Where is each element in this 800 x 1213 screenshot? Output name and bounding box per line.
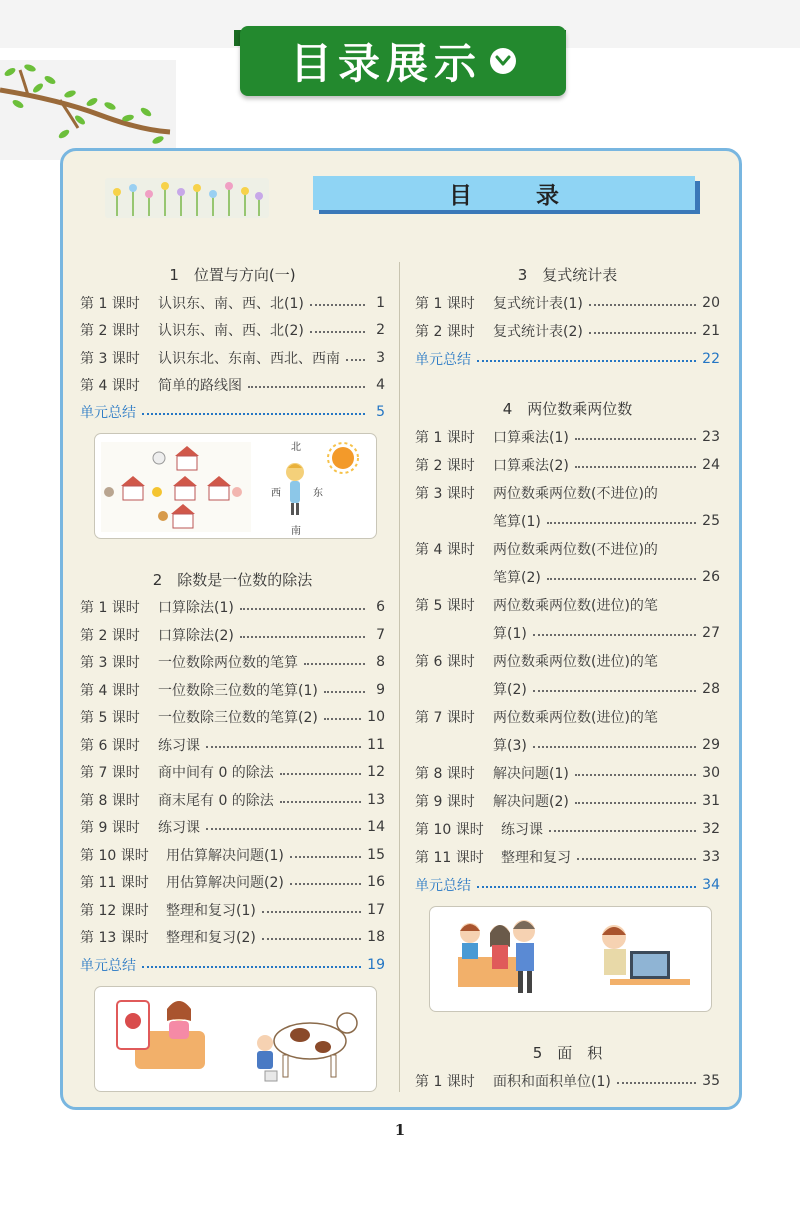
toc-row[interactable]: [415, 735, 720, 755]
unit-summary-row[interactable]: [80, 402, 385, 422]
page-ref: 30: [702, 765, 720, 781]
lesson-topic: 口算除法(1): [158, 600, 234, 616]
lesson-topic: 练习课: [158, 737, 200, 754]
toc-row[interactable]: [415, 847, 720, 867]
lesson-label: 第 1 课时: [415, 430, 475, 446]
toc-row[interactable]: [80, 597, 385, 617]
column-divider: [399, 262, 400, 1092]
page-ref: 17: [367, 901, 385, 918]
lesson-topic: 整理和复习: [501, 850, 571, 866]
toc-row[interactable]: [415, 763, 720, 783]
lesson-topic: 解决问题(2): [493, 794, 569, 810]
leader-dots: [142, 413, 365, 415]
toc-row[interactable]: [415, 293, 720, 313]
page-ref: 26: [702, 569, 720, 585]
page-ref: 23: [702, 429, 720, 445]
page-ref: 16: [367, 874, 385, 890]
lesson-topic: 两位数乘两位数(进位)的笔: [493, 598, 658, 614]
toc-row[interactable]: [80, 348, 385, 368]
leader-dots: [290, 856, 361, 858]
leader-dots: [533, 746, 696, 748]
unit-title: 3 复式统计表: [517, 266, 618, 284]
toc-row[interactable]: [415, 1071, 720, 1091]
lesson-topic: 口算乘法(1): [493, 430, 569, 446]
toc-heading: 目 录: [313, 176, 695, 210]
toc-row[interactable]: [415, 791, 720, 811]
lesson-label: 第 3 课时: [80, 655, 140, 671]
lesson-topic: 两位数乘两位数(不进位)的: [493, 542, 658, 558]
leader-dots: [310, 331, 365, 333]
lesson-topic: 一位数除两位数的笔算: [158, 655, 298, 671]
toc-row[interactable]: [80, 735, 385, 755]
lesson-label: 第 11 课时: [415, 850, 484, 866]
lesson-label: 第 8 课时: [415, 766, 475, 782]
leader-dots: [324, 718, 361, 720]
lesson-label: 第 8 课时: [80, 792, 140, 809]
lesson-label: 单元总结: [80, 957, 136, 974]
compass-south: 南: [291, 526, 301, 537]
unit-title: 1 位置与方向(一): [169, 266, 296, 284]
leader-dots: [575, 774, 696, 776]
lesson-label: 第 3 课时: [80, 350, 140, 367]
page-ref: 19: [367, 956, 385, 973]
leader-dots: [533, 690, 696, 692]
page-ref: 32: [702, 821, 720, 837]
flowers-decoration: [105, 178, 269, 218]
toc-row[interactable]: [80, 625, 385, 645]
toc-row[interactable]: [415, 321, 720, 341]
leader-dots: [589, 332, 696, 334]
leader-dots: [577, 858, 696, 860]
lesson-topic: 解决问题(1): [493, 766, 569, 782]
lesson-topic: 练习课: [158, 820, 200, 836]
leader-dots: [262, 911, 361, 913]
toc-row[interactable]: [415, 679, 720, 699]
lesson-label: 第 2 课时: [80, 323, 140, 340]
leader-dots: [346, 359, 365, 361]
page-ref: 14: [367, 819, 385, 835]
lesson-topic: 用估算解决问题(1): [166, 847, 284, 864]
leader-dots: [549, 830, 696, 832]
lesson-topic: 口算乘法(2): [493, 458, 569, 474]
page-ref: 3: [376, 349, 385, 366]
page-ref: 12: [367, 764, 385, 780]
page-ref: 11: [367, 736, 385, 753]
toc-row[interactable]: [80, 817, 385, 837]
lesson-label: 第 2 课时: [80, 627, 140, 644]
lesson-topic: 两位数乘两位数(不进位)的: [493, 486, 658, 502]
page-ref: 5: [376, 404, 385, 421]
lesson-topic: 算(1): [493, 626, 527, 642]
leader-dots: [324, 691, 365, 693]
page-number: 1: [394, 1121, 406, 1139]
lesson-label: 第 10 课时: [415, 822, 484, 838]
lesson-label: 第 6 课时: [415, 654, 475, 670]
page-ref: 29: [702, 737, 720, 753]
compass-west: 西: [271, 488, 281, 499]
lesson-label: 第 1 课时: [80, 600, 140, 616]
page-ref: 2: [376, 322, 385, 339]
lesson-label: 第 9 课时: [80, 820, 140, 836]
toc-row[interactable]: [415, 623, 720, 643]
directions-illustration: [94, 433, 377, 539]
lesson-label: 第 4 课时: [80, 682, 140, 699]
leader-dots: [290, 883, 361, 885]
chevron-down-icon: [490, 48, 516, 74]
page-ref: 8: [376, 654, 385, 670]
leader-dots: [240, 608, 365, 610]
page-ref: 10: [367, 709, 385, 725]
toc-row[interactable]: [80, 790, 385, 810]
page-ref: 35: [702, 1073, 720, 1089]
lesson-topic: 商中间有 0 的除法: [158, 765, 274, 781]
page-ref: 18: [367, 929, 385, 945]
lesson-topic: 商末尾有 0 的除法: [158, 792, 274, 809]
toc-row[interactable]: [80, 872, 385, 892]
division-illustration: [94, 986, 377, 1092]
leader-dots: [589, 304, 696, 306]
page-ref: 27: [702, 625, 720, 641]
page-ref: 15: [367, 846, 385, 863]
toc-row[interactable]: [415, 567, 720, 587]
page-ref: 25: [702, 513, 720, 529]
toc-row[interactable]: [415, 511, 720, 531]
lesson-topic: 复式统计表(1): [493, 296, 583, 312]
leader-dots: [575, 466, 696, 468]
lesson-label: 第 11 课时: [80, 875, 149, 891]
lesson-label: 第 5 课时: [415, 598, 475, 614]
leader-dots: [533, 634, 696, 636]
page-ref: 7: [376, 626, 385, 643]
lesson-label: 单元总结: [415, 352, 471, 368]
leader-dots: [280, 773, 361, 775]
unit-title: 4 两位数乘两位数: [502, 400, 633, 418]
lesson-label: 第 2 课时: [415, 324, 475, 340]
lesson-topic: 两位数乘两位数(进位)的笔: [493, 654, 658, 670]
lesson-label: 第 9 课时: [415, 794, 475, 810]
page-ref: 33: [702, 849, 720, 865]
compass-east: 东: [313, 488, 323, 499]
lesson-topic: 一位数除三位数的笔算(1): [158, 682, 318, 699]
lesson-label: 第 3 课时: [415, 486, 475, 502]
toc-row[interactable]: [80, 293, 385, 313]
toc-row[interactable]: [80, 680, 385, 700]
page-ref: 1: [376, 295, 385, 311]
lesson-label: 第 12 课时: [80, 902, 149, 919]
page-ref: 6: [376, 599, 385, 615]
lesson-label: 第 1 课时: [415, 296, 475, 312]
lesson-label: 单元总结: [80, 405, 136, 422]
lesson-label: 第 7 课时: [80, 765, 140, 781]
leader-dots: [477, 360, 696, 362]
page-ref: 13: [367, 791, 385, 808]
unit-title: 5 面 积: [532, 1044, 603, 1062]
leader-dots: [477, 886, 696, 888]
page-ref: 20: [702, 295, 720, 311]
lesson-topic: 练习课: [501, 822, 543, 838]
leader-dots: [575, 802, 696, 804]
leader-dots: [262, 938, 361, 940]
lesson-topic: 算(3): [493, 738, 527, 754]
lesson-label: 单元总结: [415, 878, 471, 894]
page-ref: 28: [702, 681, 720, 697]
page-ref: 4: [376, 376, 385, 393]
lesson-topic: 简单的路线图: [158, 377, 242, 394]
leader-dots: [240, 636, 365, 638]
toc-row[interactable]: [80, 762, 385, 782]
toc-row[interactable]: [415, 595, 720, 615]
lesson-label: 第 10 课时: [80, 847, 149, 864]
leader-dots: [280, 801, 361, 803]
leader-dots: [206, 746, 361, 748]
lesson-topic: 两位数乘两位数(进位)的笔: [493, 710, 658, 726]
lesson-topic: 认识东、南、西、北(1): [158, 296, 304, 312]
toc-row[interactable]: [415, 483, 720, 503]
lesson-topic: 复式统计表(2): [493, 324, 583, 340]
toc-row[interactable]: [415, 427, 720, 447]
leader-dots: [304, 663, 365, 665]
lesson-topic: 用估算解决问题(2): [166, 875, 284, 891]
lesson-topic: 算(2): [493, 682, 527, 698]
lesson-topic: 整理和复习(2): [166, 930, 256, 946]
page-ref: 9: [376, 681, 385, 698]
toc-row[interactable]: [80, 707, 385, 727]
lesson-label: 第 7 课时: [415, 710, 475, 726]
toc-row[interactable]: [80, 652, 385, 672]
lesson-label: 第 6 课时: [80, 737, 140, 754]
page-ref: 24: [702, 457, 720, 473]
leader-dots: [617, 1082, 696, 1084]
lesson-label: 第 13 课时: [80, 930, 149, 946]
toc-row[interactable]: [415, 455, 720, 475]
toc-row[interactable]: [80, 900, 385, 920]
leader-dots: [547, 522, 696, 524]
toc-row[interactable]: [415, 819, 720, 839]
lesson-topic: 口算除法(2): [158, 627, 234, 644]
lesson-topic: 一位数除三位数的笔算(2): [158, 710, 318, 726]
unit-summary-row[interactable]: [415, 349, 720, 369]
toc-row[interactable]: [415, 539, 720, 559]
leader-dots: [575, 438, 696, 440]
unit-summary-row[interactable]: [80, 955, 385, 975]
tree-branch-illustration: [0, 60, 176, 160]
lesson-topic: 认识东北、东南、西北、西南: [158, 350, 340, 367]
lesson-topic: 认识东、南、西、北(2): [158, 323, 304, 340]
page-ref: 22: [702, 351, 720, 367]
lesson-topic: 笔算(1): [493, 514, 541, 530]
lesson-label: 第 2 课时: [415, 458, 475, 474]
compass-north: 北: [291, 442, 301, 453]
leader-dots: [206, 828, 361, 830]
toc-row[interactable]: [80, 927, 385, 947]
lesson-topic: 整理和复习(1): [166, 902, 256, 919]
catalog-banner: [240, 26, 566, 96]
leader-dots: [248, 386, 365, 388]
lesson-label: 第 4 课时: [415, 542, 475, 558]
unit-title: 2 除数是一位数的除法: [152, 571, 313, 589]
page-ref: 34: [702, 877, 720, 893]
lesson-label: 第 5 课时: [80, 710, 140, 726]
page-ref: 31: [702, 793, 720, 809]
leader-dots: [310, 304, 365, 306]
leader-dots: [547, 578, 696, 580]
unit-summary-row[interactable]: [415, 875, 720, 895]
toc-row[interactable]: [80, 845, 385, 865]
lesson-topic: 笔算(2): [493, 570, 541, 586]
leader-dots: [142, 966, 361, 968]
banner-title: 目录展示: [289, 39, 482, 88]
lesson-topic: 面积和面积单位(1): [493, 1074, 611, 1090]
toc-row[interactable]: [80, 320, 385, 340]
lesson-label: 第 4 课时: [80, 377, 140, 394]
lesson-label: 第 1 课时: [415, 1074, 475, 1090]
toc-row[interactable]: [415, 707, 720, 727]
lesson-label: 第 1 课时: [80, 296, 140, 312]
statistics-illustration: [429, 906, 712, 1012]
toc-row[interactable]: [415, 651, 720, 671]
toc-row[interactable]: [80, 375, 385, 395]
page-ref: 21: [702, 323, 720, 339]
